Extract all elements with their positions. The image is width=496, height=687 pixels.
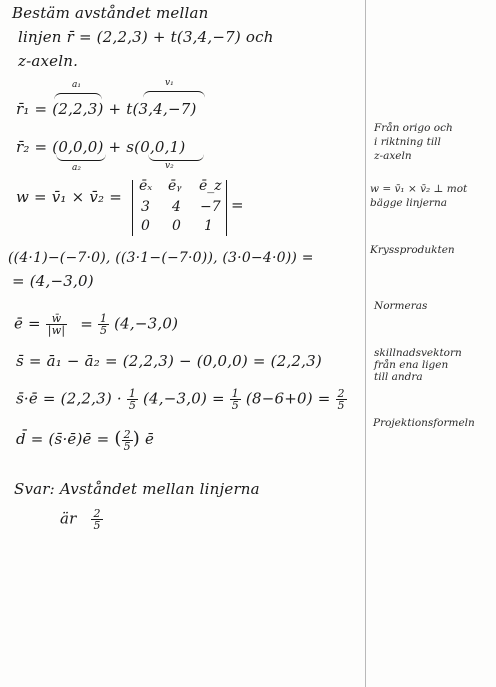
- d-vector-equation: [16, 428, 154, 452]
- e-coef-numerator: 1: [99, 312, 108, 325]
- dot-fraction-1-num: 1: [128, 387, 137, 400]
- answer-line-1: Svar: Avståndet mellan linjerna: [14, 480, 260, 498]
- answer-fraction: [91, 508, 102, 531]
- det-cell-r2c2: 4: [172, 199, 181, 215]
- dot-fraction-3: [336, 388, 347, 411]
- r2-equation: r̄₂ = (0,0,0) + s(0,0,1): [16, 138, 186, 156]
- r1-equation: r̄₁ = (2,2,3) + t(3,4,−7): [16, 100, 197, 118]
- dot-product-left: s̄·ē = (2,2,3) ·: [16, 389, 127, 408]
- d-paren-open: (: [114, 428, 122, 449]
- det-cell-r1c1: ēₓ: [139, 178, 153, 194]
- brace-v2: [148, 154, 204, 161]
- d-fraction: [122, 429, 133, 452]
- answer-fraction-den: 5: [93, 519, 101, 532]
- s-vector-equation: s̄ = ā₁ − ā₂ = (2,2,3) − (0,0,0) = (2,2,3): [16, 352, 322, 370]
- determinant-equals: =: [231, 196, 244, 214]
- det-cell-r3c1: 0: [141, 218, 150, 234]
- dot-fraction-3-den: 5: [337, 399, 345, 412]
- answer-fraction-num: 2: [93, 507, 101, 520]
- label-v2: v₂: [165, 161, 174, 171]
- brace-v1: [143, 91, 205, 98]
- note-perpendicular-line-2: bägge linjerna: [370, 197, 447, 209]
- note-projection: Projektionsformeln: [373, 417, 475, 429]
- answer-line-2: [60, 508, 103, 531]
- dot-product-equation: [16, 388, 347, 411]
- e-fraction-numerator: w̄: [46, 313, 67, 325]
- e-coefficient: [98, 313, 109, 336]
- note-normalize: Normeras: [374, 300, 428, 312]
- det-cell-r3c3: 1: [204, 218, 213, 234]
- det-cell-r2c1: 3: [141, 199, 150, 215]
- answer-word: är: [60, 509, 77, 528]
- note-perpendicular-line-1: w = v̄₁ × v̄₂ ⊥ mot: [370, 183, 468, 195]
- e-def-left: ē =: [14, 314, 46, 333]
- e-vector: (4,−3,0): [114, 314, 179, 333]
- d-right: ē: [144, 430, 155, 448]
- note-origin-line-2: i riktning till: [374, 136, 441, 148]
- e-def-equals: =: [80, 314, 98, 333]
- note-cross-product: Kryssprodukten: [370, 244, 455, 256]
- note-origin-line-1: Från origo och: [374, 122, 453, 134]
- problem-line-3: z-axeln.: [18, 52, 79, 70]
- w-definition: w = v̄₁ × v̄₂ =: [16, 188, 122, 206]
- determinant-right-bar: [226, 180, 227, 236]
- note-difference-line-1: skillnadsvektorn: [374, 347, 462, 359]
- d-fraction-den: 5: [123, 439, 131, 453]
- dot-product-right: (8−6+0) =: [245, 389, 336, 408]
- note-difference-line-2: från ena ligen: [374, 359, 449, 371]
- d-fraction-num: 2: [123, 427, 131, 441]
- margin-divider: [365, 0, 366, 687]
- e-coef-denominator: 5: [99, 324, 108, 337]
- dot-fraction-2-num: 1: [231, 387, 239, 400]
- brace-a1: [54, 93, 102, 100]
- note-origin-line-3: z-axeln: [374, 150, 412, 162]
- dot-fraction-1-den: 5: [128, 399, 137, 412]
- det-cell-r2c3: −7: [200, 199, 221, 215]
- e-fraction-denominator: |w|: [47, 324, 66, 337]
- label-a2: a₂: [72, 163, 81, 173]
- det-cell-r3c2: 0: [172, 218, 181, 234]
- dot-fraction-1: [127, 388, 138, 411]
- d-paren-close: ): [132, 428, 141, 449]
- cross-product-line-1: ((4·1)−(−7·0), ((3·1−(−7·0)), (3·0−4·0)) =: [8, 250, 314, 266]
- det-cell-r1c3: ē_z: [199, 178, 222, 194]
- dot-fraction-2: [230, 388, 241, 411]
- d-left: d̄ = (s̄·ē)ē =: [16, 430, 115, 448]
- cross-product-line-2: = (4,−3,0): [12, 272, 94, 290]
- dot-fraction-2-den: 5: [231, 399, 239, 412]
- problem-line-2: linjen r̄ = (2,2,3) + t(3,4,−7) och: [18, 28, 274, 46]
- dot-fraction-3-num: 2: [337, 387, 345, 400]
- problem-line-1: Bestäm avståndet mellan: [12, 4, 209, 22]
- e-normalization: [14, 313, 178, 336]
- det-cell-r1c2: ēᵧ: [168, 178, 182, 194]
- note-difference-line-3: till andra: [374, 371, 423, 383]
- e-fraction: [46, 313, 67, 336]
- determinant-left-bar: [132, 180, 133, 236]
- label-a1: a₁: [72, 80, 81, 90]
- label-v1: v₁: [165, 78, 174, 88]
- brace-a2: [56, 154, 106, 161]
- dot-product-mid: (4,−3,0) =: [143, 389, 230, 408]
